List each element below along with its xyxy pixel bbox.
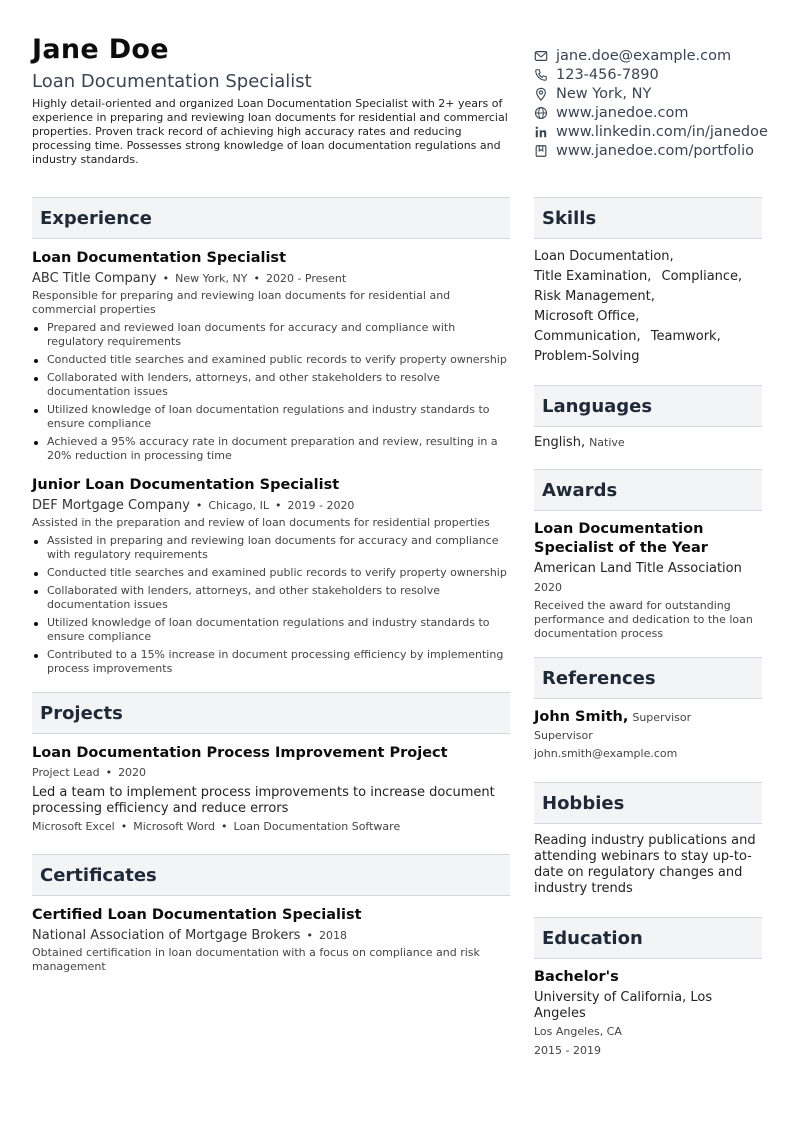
project-title: Loan Documentation Process Improvement Project (32, 745, 448, 761)
projects-heading (32, 692, 510, 734)
phone-icon (534, 68, 548, 82)
job-summary: Assisted in the preparation and review of loan documents for residential properties (32, 516, 490, 529)
award-year: 2020 (534, 581, 562, 594)
list-item: Assisted in preparing and reviewing loan documents for accuracy and compliance with regulatory requirements (32, 534, 510, 562)
separator-dot: • (274, 499, 282, 512)
job-company: ABC Title Company (32, 271, 157, 286)
skill-item: Teamwork, (650, 329, 721, 344)
tool-item: Loan Documentation Software (233, 820, 401, 833)
education-heading (534, 917, 762, 959)
certificate-description: Obtained certification in loan documentation with a focus on compliance and risk management (32, 946, 480, 973)
linkedin-icon (534, 125, 548, 139)
projects-heading-text: Projects (40, 702, 123, 724)
project-description: Led a team to implement process improvements to increase document processing efficiency and reduce errors (32, 785, 495, 816)
job-dates: 2019 - 2020 (287, 499, 355, 512)
reference-name-row (534, 708, 762, 727)
job-title: Junior Loan Documentation Specialist (32, 477, 340, 493)
project-tools (32, 820, 510, 834)
job-meta (32, 270, 510, 287)
list-item: Conducted title searches and examined public records to verify property ownership (32, 566, 510, 580)
award-item (534, 520, 762, 641)
bookmark-icon (534, 144, 548, 158)
resume-page (32, 34, 768, 1057)
list-item: Collaborated with lenders, attorneys, and other stakeholders to resolve documentation issues (32, 584, 510, 612)
job-dates: 2020 - Present (265, 272, 347, 285)
certificates-heading (32, 854, 510, 896)
award-org: American Land Title Association (534, 561, 742, 576)
mail-icon (534, 49, 548, 63)
education-school: University of California, Los Angeles (534, 990, 713, 1021)
separator-dot: • (221, 820, 228, 833)
contact-email[interactable] (534, 46, 794, 65)
reference-email[interactable]: john.smith@example.com (534, 747, 678, 760)
list-item: Utilized knowledge of loan documentation regulations and industry standards to ensure compliance (32, 403, 510, 431)
languages-heading (534, 385, 762, 427)
certificate-title: Certified Loan Documentation Specialist (32, 907, 362, 923)
skill-item: Loan Documentation, (534, 249, 674, 264)
award-description: Received the award for outstanding performance and dedication to the loan documentation process (534, 599, 753, 640)
language-name: English, (534, 435, 586, 450)
skill-item: Title Examination, (534, 269, 652, 284)
certificates-heading-text: Certificates (40, 864, 157, 886)
skill-item: Risk Management, (534, 289, 655, 304)
skill-item: Problem-Solving (534, 349, 640, 364)
separator-dot: • (162, 272, 170, 285)
job-meta (32, 497, 510, 514)
education-heading-text: Education (542, 927, 643, 949)
contact-portfolio[interactable] (534, 141, 794, 160)
project-item (32, 744, 510, 834)
contact-list (534, 46, 794, 160)
references-heading-text: References (542, 667, 656, 689)
list-item: Contributed to a 15% increase in document processing efficiency by implementing process improvements (32, 648, 510, 676)
phone-text: 123-456-7890 (556, 66, 659, 83)
job-title: Loan Documentation Specialist (32, 250, 286, 266)
contact-phone[interactable] (534, 65, 794, 84)
certificate-item (32, 906, 510, 974)
contact-location (534, 84, 794, 103)
email-text: jane.doe@example.com (556, 47, 732, 64)
job-location: Chicago, IL (208, 499, 269, 512)
job-bullets (32, 534, 510, 676)
language-item (534, 435, 762, 451)
tool-item: Microsoft Excel (32, 820, 115, 833)
separator-dot: • (120, 820, 128, 833)
reference-relation: Supervisor (632, 711, 692, 724)
separator-dot: • (105, 766, 113, 779)
contact-website[interactable] (534, 103, 794, 122)
education-location: Los Angeles, CA (534, 1025, 622, 1038)
linkedin-text: www.linkedin.com/in/janedoe (556, 123, 768, 140)
list-item: Achieved a 95% accuracy rate in document preparation and review, resulting in a 20% reduction in processing time (32, 435, 510, 463)
main-column (32, 197, 510, 974)
candidate-name: Jane Doe (32, 34, 169, 65)
awards-heading (534, 469, 762, 511)
skill-item: Communication, (534, 329, 641, 344)
tool-item: Microsoft Word (133, 820, 216, 833)
certificate-year: 2018 (318, 929, 347, 942)
job-bullets (32, 321, 510, 463)
resume-header (32, 34, 768, 184)
experience-item (32, 476, 510, 676)
skills-heading (534, 197, 762, 239)
job-location: New York, NY (175, 272, 248, 285)
certificate-meta (32, 927, 510, 944)
sidebar-column (534, 197, 762, 1060)
list-item: Conducted title searches and examined public records to verify property ownership (32, 353, 510, 367)
experience-heading-text: Experience (40, 207, 152, 229)
separator-dot: • (306, 929, 313, 942)
skills-list (534, 247, 762, 367)
project-meta (32, 766, 510, 780)
separator-dot: • (253, 272, 260, 285)
hobbies-heading (534, 782, 762, 824)
hobbies-heading-text: Hobbies (542, 792, 625, 814)
contact-linkedin[interactable] (534, 122, 794, 141)
job-summary: Responsible for preparing and reviewing loan documents for residential and commercial properties (32, 289, 451, 316)
portfolio-text: www.janedoe.com/portfolio (556, 142, 754, 159)
reference-name: John Smith, (534, 709, 629, 725)
project-year: 2020 (118, 766, 147, 779)
awards-heading-text: Awards (542, 479, 618, 501)
education-dates: 2015 - 2019 (534, 1044, 601, 1057)
certificate-issuer: National Association of Mortgage Brokers (32, 928, 301, 943)
list-item: Prepared and reviewed loan documents for accuracy and compliance with regulatory requirements (32, 321, 510, 349)
language-level: Native (589, 436, 625, 449)
project-role: Project Lead (32, 766, 100, 779)
hobbies-text: Reading industry publications and attending webinars to stay up-to-date on regulatory changes and industry trends (534, 833, 756, 896)
education-degree: Bachelor's (534, 969, 619, 985)
references-heading (534, 657, 762, 699)
list-item: Collaborated with lenders, attorneys, and other stakeholders to resolve documentation issues (32, 371, 510, 399)
reference-item (534, 708, 762, 763)
skills-heading-text: Skills (542, 207, 597, 229)
experience-item (32, 249, 510, 463)
profile-summary: Highly detail-oriented and organized Loan Documentation Specialist with 2+ years of experience in preparing and reviewing loan documents for residential and commercial properties. Proven track record of achieving high accuracy rates and reducing processing time. Possesses strong knowledge of loan documentation regulations and industry standards. (32, 97, 508, 166)
award-title: Loan Documentation Specialist of the Year (534, 521, 708, 556)
candidate-title: Loan Documentation Specialist (32, 71, 312, 92)
languages-heading-text: Languages (542, 395, 653, 417)
experience-heading (32, 197, 510, 239)
education-item (534, 968, 762, 1060)
separator-dot: • (195, 499, 203, 512)
list-item: Utilized knowledge of loan documentation regulations and industry standards to ensure compliance (32, 616, 510, 644)
globe-icon (534, 106, 548, 120)
job-company: DEF Mortgage Company (32, 498, 190, 513)
map-pin-icon (534, 87, 548, 101)
skill-item: Microsoft Office, (534, 309, 640, 324)
website-text: www.janedoe.com (556, 104, 689, 121)
skill-item: Compliance, (661, 269, 743, 284)
reference-position: Supervisor (534, 729, 593, 742)
location-text: New York, NY (556, 85, 652, 102)
